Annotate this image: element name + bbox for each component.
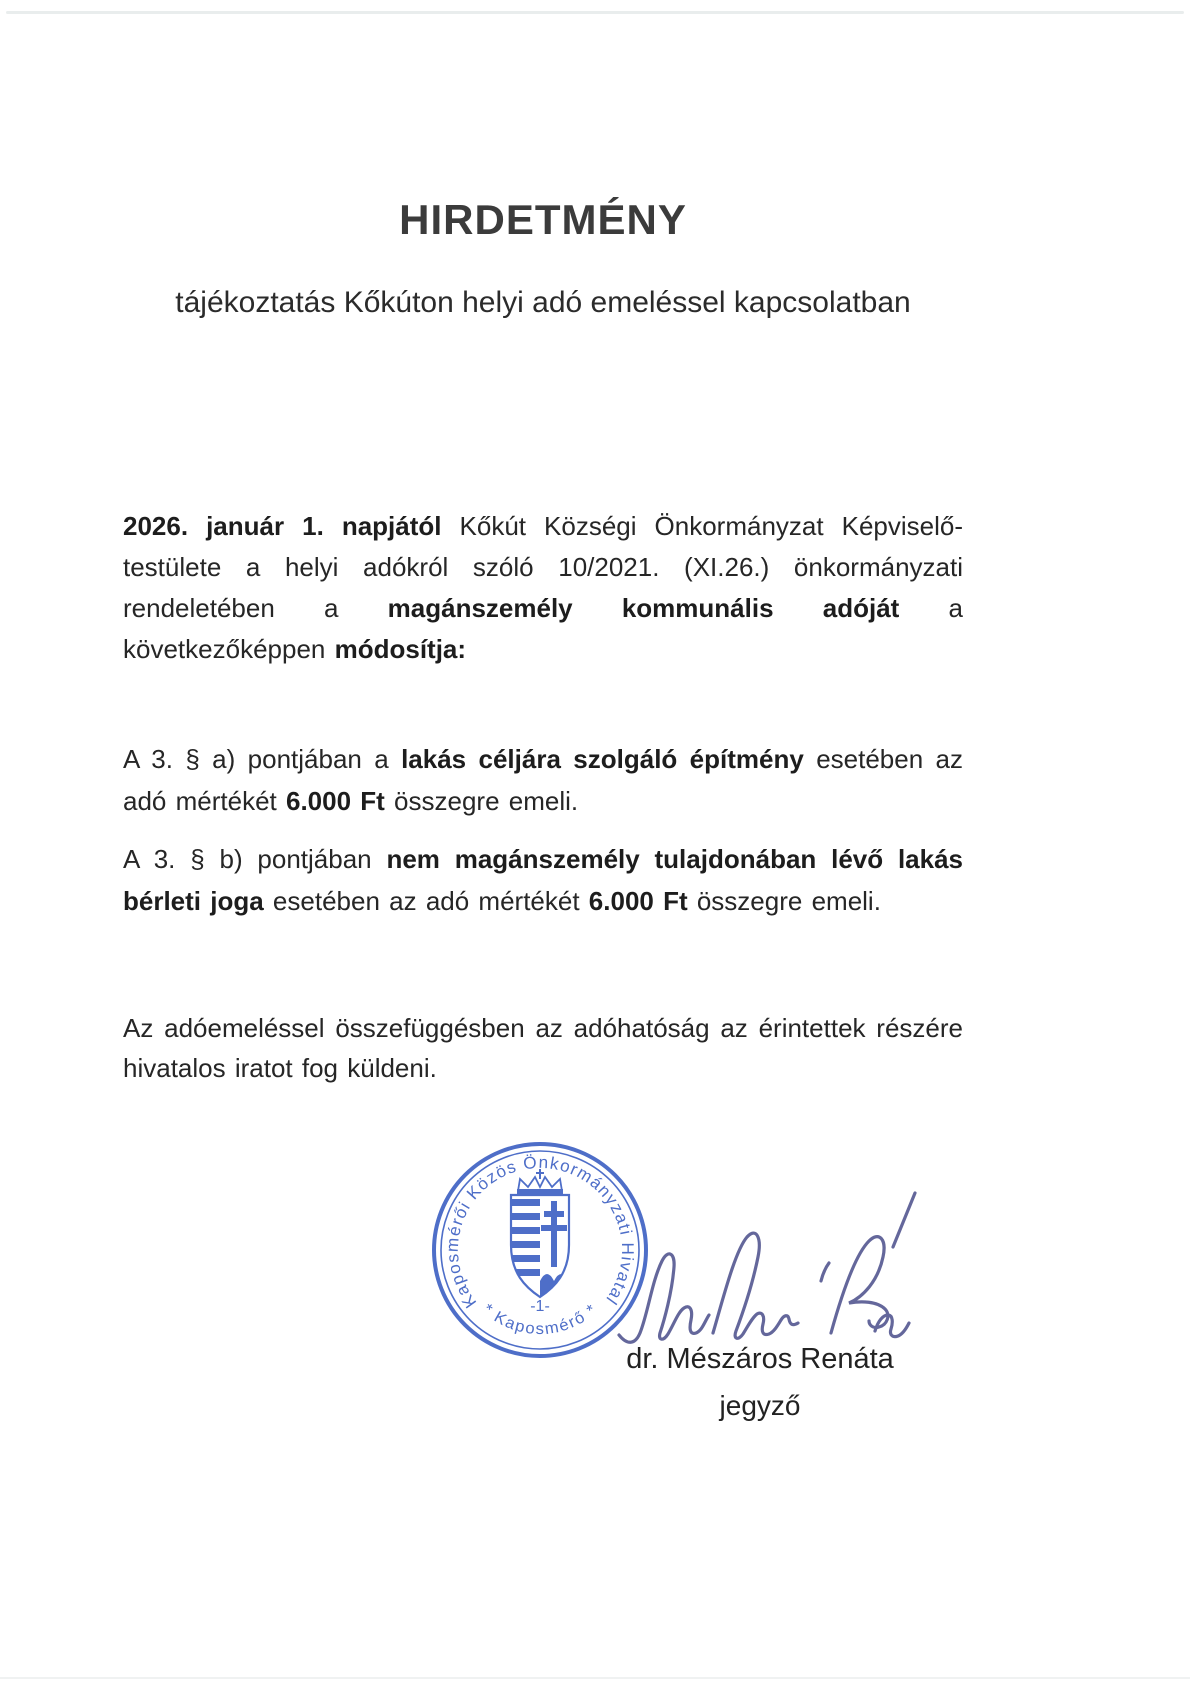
stamp-ring-label-text: Kaposmérői Közös Önkormányzati Hivatal (442, 1152, 638, 1312)
signer-role: jegyző (719, 1390, 801, 1421)
intro-text-2: a következőképpen (123, 593, 963, 664)
document-subtitle: tájékoztatás Kőkúton helyi adó emeléssel kapcsolatban (175, 286, 911, 319)
stamp-bottom-label-text: * Kaposmérő * (479, 1300, 601, 1339)
document-title: HIRDETMÉNY (399, 196, 687, 243)
intro-text-1: Kőkút Községi Önkormányzat Képviselő-testülete a helyi adókról szóló 10/2021. (XI.26.) önkormányzati rendeletében a (123, 511, 963, 623)
section-a-subject: lakás céljára szolgáló építmény (401, 744, 804, 774)
signature-block (595, 1343, 925, 1422)
section-b-text-3: összegre emeli. (687, 886, 881, 916)
section-a-amount: 6.000 Ft (285, 786, 385, 816)
section-a-text-2: esetében az adó mértékét (123, 744, 964, 816)
stamp-number: -1- (530, 1298, 550, 1315)
section-b-amount: 6.000 Ft (588, 886, 688, 916)
intro-tax-name: magánszemély kommunális adóját (387, 593, 900, 623)
intro-effective-date: 2026. január 1. napjától (123, 511, 442, 541)
scan-artifact-top-line (6, 11, 1184, 14)
hungarian-coat-of-arms-icon (511, 1169, 569, 1299)
closing-paragraph: Az adóemeléssel összefüggésben az adóhatóság az érintettek részére hivatalos iratot fog küldeni. (123, 1013, 963, 1083)
signer-name: dr. Mészáros Renáta (626, 1343, 894, 1375)
handwritten-signature (605, 1185, 925, 1355)
section-a-text-1: A 3. § a) pontjában a (123, 744, 402, 774)
section-a-paragraph (123, 738, 963, 822)
section-b-text-2: esetében az adó mértékét (263, 886, 589, 916)
intro-modifies: módosítja: (334, 634, 467, 664)
section-a-text-3: összegre emeli. (384, 786, 579, 816)
section-b-subject: nem magánszemély tulajdonában lévő lakás bérleti joga (123, 844, 964, 916)
intro-paragraph (123, 506, 963, 670)
section-b-text-1: A 3. § b) pontjában (123, 844, 387, 874)
section-b-paragraph (123, 838, 963, 922)
scan-artifact-bottom-line (0, 1677, 1190, 1679)
signature-strokes (619, 1193, 915, 1342)
